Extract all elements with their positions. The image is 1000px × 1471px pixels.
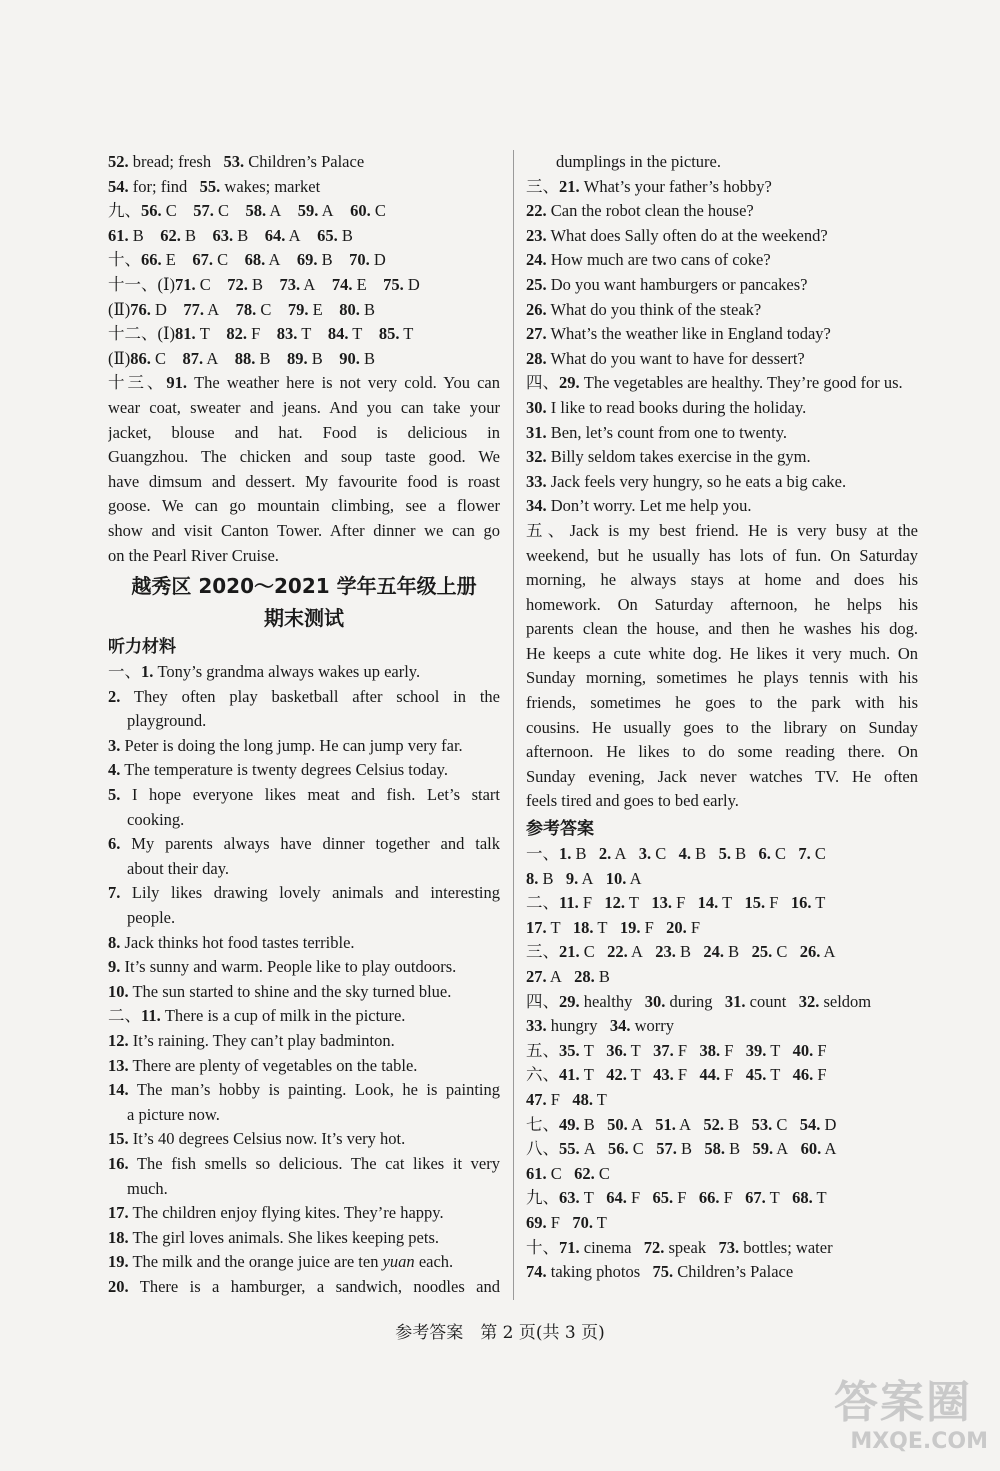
text-line: 十一、(Ⅰ)71. C 72. B 73. A 74. E 75. D — [108, 274, 420, 294]
section-title: 期末测试 — [264, 606, 344, 631]
text-line: 47. F 48. T — [526, 1089, 607, 1109]
text-line: 三、21. What’s your father’s hobby? — [526, 176, 772, 196]
text-line: a picture now. — [127, 1104, 220, 1124]
text-line: friends, sometimes he goes to the park with his — [526, 693, 918, 713]
right-column — [526, 150, 918, 1285]
text-line: 5. I hope everyone likes meat and fish. Let’s start — [108, 785, 500, 805]
text-line: 25. Do you want hamburgers or pancakes? — [526, 274, 808, 294]
text-line: 27. A 28. B — [526, 967, 610, 986]
text-line: 四、29. The vegetables are healthy. They’re good for us. — [526, 373, 903, 393]
text-line: cousins. He usually goes to the library on Sunday — [526, 717, 918, 737]
text-line: 14. The man’s hobby is painting. Look, he is painting — [108, 1080, 500, 1100]
text-line: 23. What does Sally often do at the weekend? — [526, 225, 828, 245]
text-line: 20. There is a hamburger, a sandwich, noodles and — [108, 1276, 500, 1296]
text-line: 10. The sun started to shine and the sky turned blue. — [108, 981, 452, 1001]
text-line: about their day. — [127, 858, 230, 878]
section-heading: 参考答案 — [526, 819, 594, 840]
text-line: 八、55. A 56. C 57. B 58. B 59. A 60. A — [526, 1139, 837, 1159]
text-line: 三、21. C 22. A 23. B 24. B 25. C 26. A — [526, 942, 836, 962]
text-line: 五、35. T 36. T 37. F 38. F 39. T 40. F — [526, 1040, 827, 1060]
text-line: 26. What do you think of the steak? — [526, 299, 762, 319]
text-line: 54. for; find 55. wakes; market — [108, 176, 321, 196]
text-line: 22. Can the robot clean the house? — [526, 201, 754, 221]
text-line: He keeps a cute white dog. He likes it very much. On — [526, 643, 918, 663]
text-line: 九、63. T 64. F 65. F 66. F 67. T 68. T — [526, 1188, 827, 1208]
text-line: have dimsum and dessert. My favourite food is roast — [108, 471, 500, 491]
text-line: 二、11. F 12. T 13. F 14. T 15. F 16. T — [526, 893, 826, 913]
section-title: 越秀区 2020～2021 学年五年级上册 — [131, 574, 477, 599]
text-line: 19. The milk and the orange juice are ten yuan each. — [108, 1252, 454, 1272]
text-line: on the Pearl River Cruise. — [108, 545, 279, 565]
text-line: 33. Jack feels very hungry, so he eats a big cake. — [526, 471, 847, 491]
text-line: 3. Peter is doing the long jump. He can jump very far. — [108, 735, 463, 755]
text-line: 七、49. B 50. A 51. A 52. B 53. C 54. D — [526, 1114, 837, 1134]
text-line: 74. taking photos 75. Children’s Palace — [526, 1262, 794, 1282]
text-line: parents clean the house, and then he washes his dog. — [526, 619, 918, 639]
text-line: jacket, blouse and hat. Food is delicious in — [108, 422, 500, 442]
text-line: 24. How much are two cans of coke? — [526, 250, 771, 270]
text-line: homework. On Saturday afternoon, he helps his — [526, 594, 918, 614]
text-line: 52. bread; fresh 53. Children’s Palace — [108, 152, 365, 171]
text-line: 4. The temperature is twenty degrees Celsius today. — [108, 760, 448, 780]
text-line: 17. The children enjoy flying kites. They’re happy. — [108, 1203, 444, 1223]
text-line: 九、56. C 57. C 58. A 59. A 60. C — [108, 201, 386, 221]
watermark-logo — [834, 1377, 994, 1467]
text-line: 一、1. Tony’s grandma always wakes up early. — [108, 662, 421, 682]
text-line: 33. hungry 34. worry — [526, 1016, 675, 1036]
text-line: 8. B 9. A 10. A — [526, 868, 642, 888]
text-line: 13. There are plenty of vegetables on the table. — [108, 1055, 418, 1075]
column-divider — [513, 150, 514, 1300]
text-line: Sunday evening, Jack never watches TV. He often — [526, 766, 918, 786]
text-line: 69. F 70. T — [526, 1212, 607, 1232]
text-line: feels tired and goes to bed early. — [526, 791, 739, 811]
text-line: Sunday morning, sometimes he plays tennis with his — [526, 668, 918, 688]
text-line: (Ⅱ)86. C 87. A 88. B 89. B 90. B — [108, 348, 376, 368]
text-line: 28. What do you want to have for dessert? — [526, 348, 805, 368]
watermark-en: MXQE.COM — [850, 1429, 988, 1454]
text-line: 8. Jack thinks hot food tastes terrible. — [108, 932, 355, 952]
text-line: 17. T 18. T 19. F 20. F — [526, 917, 701, 937]
text-line: 34. Don’t worry. Let me help you. — [526, 496, 752, 516]
text-line: 7. Lily likes drawing lovely animals and interesting — [108, 883, 500, 903]
text-line: 十、71. cinema 72. speak 73. bottles; water — [526, 1237, 833, 1257]
text-line: dumplings in the picture. — [556, 152, 721, 171]
text-line: afternoon. He likes to do some reading there. On — [526, 742, 918, 762]
text-line: 五、Jack is my best friend. He is very busy at the — [526, 520, 918, 540]
text-line: people. — [127, 908, 176, 928]
text-line: 16. The fish smells so delicious. The cat likes it very — [108, 1153, 500, 1173]
text-line: 27. What’s the weather like in England today? — [526, 324, 831, 344]
text-line: 18. The girl loves animals. She likes keeping pets. — [108, 1227, 440, 1247]
watermark-cn: 答案圈 — [834, 1377, 972, 1428]
text-line: 12. It’s raining. They can’t play badminton. — [108, 1031, 395, 1050]
text-line: 6. My parents always have dinner together and talk — [108, 834, 500, 854]
text-line: much. — [127, 1178, 168, 1198]
page-footer: 参考答案 第 2 页(共 3 页) — [395, 1323, 605, 1343]
text-line: 15. It’s 40 degrees Celsius now. It’s very hot. — [108, 1129, 406, 1149]
text-line: 31. Ben, let’s count from one to twenty. — [526, 422, 788, 442]
text-line: 十、66. E 67. C 68. A 69. B 70. D — [108, 250, 386, 270]
text-line: 十二、(Ⅰ)81. T 82. F 83. T 84. T 85. T — [108, 324, 414, 344]
text-line: weekend, but he usually has lots of fun. On Saturday — [526, 545, 918, 565]
text-line: 一、1. B 2. A 3. C 4. B 5. B 6. C 7. C — [526, 844, 826, 864]
text-line: show and visit Canton Tower. After dinner we can go — [108, 520, 500, 540]
text-line: 2. They often play basketball after school in the — [108, 686, 500, 706]
left-column — [108, 150, 500, 1300]
text-line: 30. I like to read books during the holiday. — [526, 397, 807, 417]
text-line: 十三、91. The weather here is not very cold. You can — [108, 373, 500, 393]
text-line: 61. C 62. C — [526, 1163, 610, 1183]
text-line: playground. — [127, 711, 207, 731]
text-line: 六、41. T 42. T 43. F 44. F 45. T 46. F — [526, 1065, 827, 1085]
text-line: goose. We can go mountain climbing, see a flower — [108, 496, 500, 516]
section-heading: 听力材料 — [108, 637, 176, 658]
text-line: Guangzhou. The chicken and soup taste good. We — [108, 447, 500, 467]
text-line: 32. Billy seldom takes exercise in the gym. — [526, 447, 811, 467]
text-line: 9. It’s sunny and warm. People like to play outdoors. — [108, 957, 457, 977]
text-line: wear coat, sweater and jeans. And you can take your — [108, 397, 500, 417]
text-line: 61. B 62. B 63. B 64. A 65. B — [108, 225, 353, 245]
text-line: cooking. — [127, 809, 185, 829]
text-line: 二、11. There is a cup of milk in the picture. — [108, 1006, 406, 1026]
text-line: 四、29. healthy 30. during 31. count 32. seldom — [526, 991, 872, 1011]
text-line: morning, he always stays at home and does his — [526, 570, 918, 590]
text-line: (Ⅱ)76. D 77. A 78. C 79. E 80. B — [108, 299, 376, 319]
